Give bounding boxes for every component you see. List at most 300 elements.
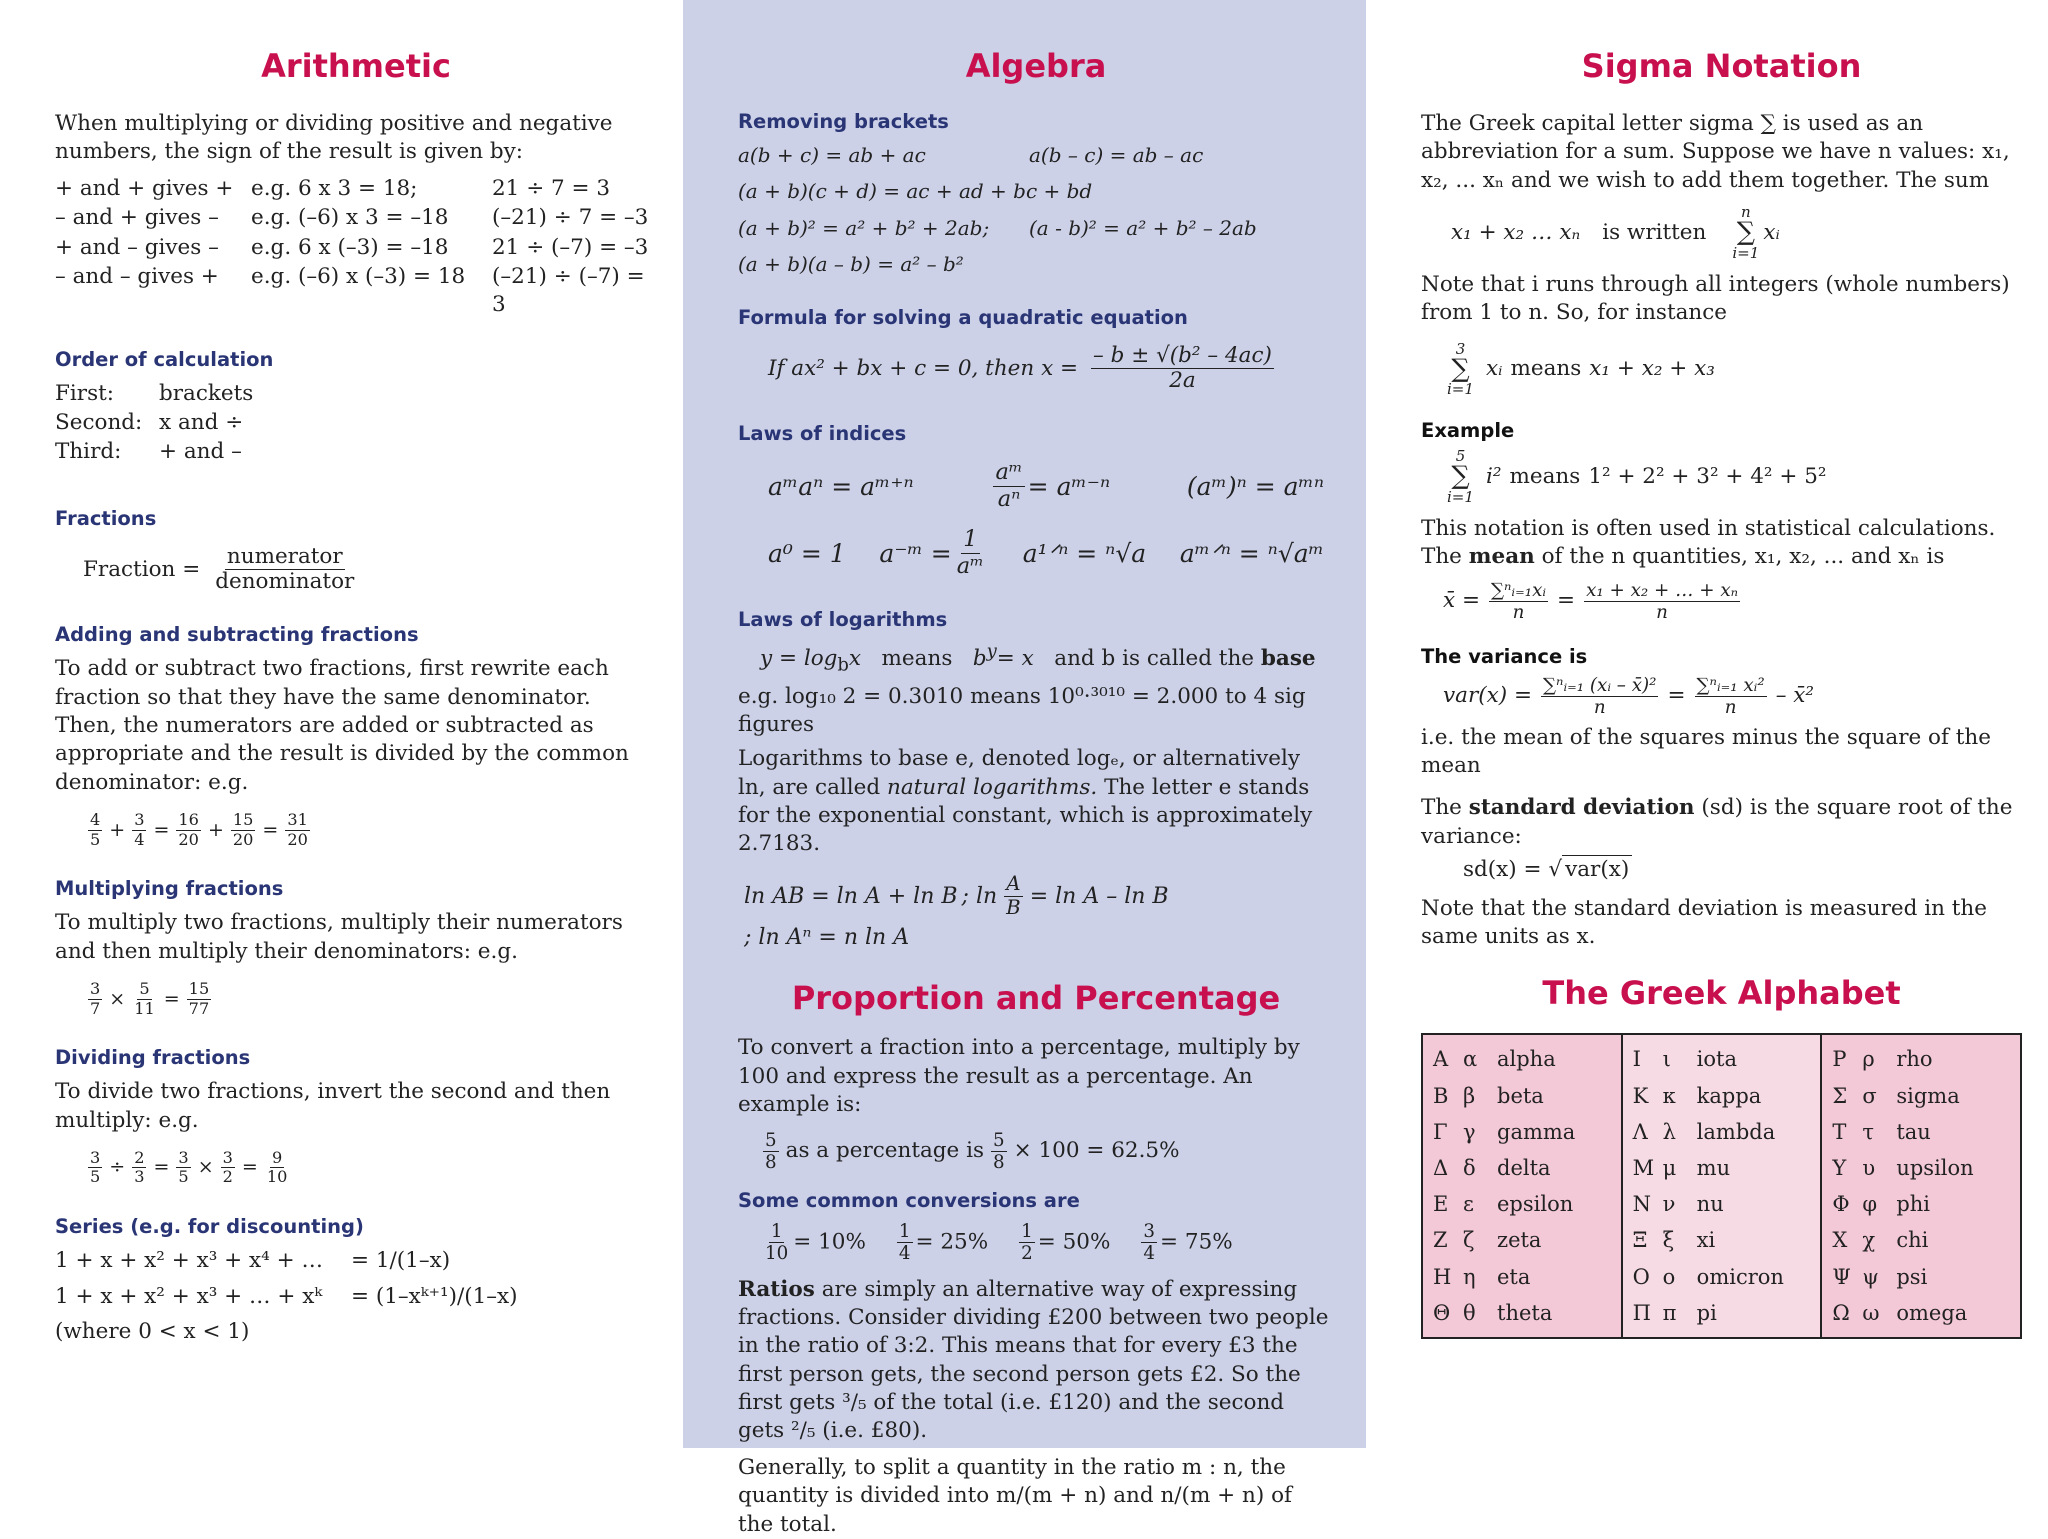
greek-name: alpha (1497, 1047, 1556, 1072)
log-exp: y (986, 640, 997, 662)
greek-lower: γ (1463, 1119, 1476, 1144)
mean-text (1421, 515, 2022, 572)
frac-num: 3 (178, 1147, 189, 1167)
variance-tail: – x̄² (1775, 683, 1815, 708)
ratios-text (738, 1276, 1334, 1446)
sd-text-part: The (1421, 795, 1462, 821)
operator: ÷ (109, 1156, 126, 1179)
index-law: a¹ᐟⁿ = ⁿ√a (1022, 538, 1147, 568)
bracket-rule: (a + b)(c + d) = ac + ad + bc + bd (738, 179, 1093, 204)
log-natural (738, 745, 1334, 859)
greek-letter-row (1433, 1259, 1611, 1295)
greek-letter-row (1633, 1041, 1811, 1077)
sd-rhs: var(x) (1562, 855, 1632, 884)
div-example (85, 1149, 657, 1187)
operator: = (153, 1156, 170, 1179)
means-word: means (1509, 463, 1581, 489)
mean-text-part: of the n quantities, x₁, x₂, ... and xₙ is (1541, 544, 1945, 570)
greek-letter-row (1433, 1186, 1611, 1222)
log-b: b (972, 645, 987, 671)
frac-num: 1 (898, 1220, 911, 1242)
frac-den: 8 (993, 1151, 1005, 1173)
order-label: Second: (55, 410, 143, 435)
greek-name: zeta (1497, 1228, 1542, 1253)
order-label: Third: (55, 439, 122, 465)
greek-letter-row (1633, 1150, 1811, 1186)
index-law (990, 460, 1110, 513)
frac-num: 2 (134, 1147, 145, 1167)
log-x: x (848, 645, 862, 671)
greek-name: psi (1896, 1264, 1928, 1289)
sum-term: xᵢ (1763, 219, 1780, 245)
frac-den: 8 (765, 1151, 777, 1173)
series-expression: 1 + x + x² + x³ + … + xᵏ (55, 1284, 323, 1310)
frac-num: ∑ⁿᵢ₌₁xᵢ (1490, 579, 1547, 601)
log-natural-text: Logarithms to base e, denoted logₑ, or alternatively ln, are called (738, 746, 1300, 800)
sd-note: Note that the standard deviation is measured in the same units as x. (1421, 895, 1987, 949)
log-base-word: base (1260, 645, 1316, 671)
greek-name: kappa (1696, 1083, 1762, 1108)
conversion-value: = 25% (915, 1229, 989, 1255)
greek-lower: κ (1662, 1083, 1676, 1108)
greek-title: The Greek Alphabet (1542, 974, 1901, 1013)
means-word: means (1510, 356, 1582, 382)
greek-letter-row (1832, 1078, 2010, 1114)
greek-name: epsilon (1497, 1192, 1574, 1217)
frac-num: 4 (90, 810, 101, 830)
greek-letter-row (1633, 1186, 1811, 1222)
greek-upper: Τ (1832, 1119, 1847, 1144)
sign-rule: + and – gives – (55, 234, 219, 260)
greek-upper: Β (1433, 1083, 1449, 1108)
operator: × (197, 1156, 214, 1179)
quadratic-formula (768, 344, 1334, 394)
greek-upper: Ξ (1632, 1228, 1648, 1253)
frac-den: aⁿ (997, 485, 1021, 512)
frac-num: 31 (287, 810, 308, 830)
example-result: × 100 = 62.5% (1013, 1137, 1180, 1163)
sum-bottom: i=1 (1447, 487, 1474, 506)
indices-row-2 (768, 527, 1324, 580)
greek-name: sigma (1896, 1083, 1960, 1108)
greek-upper: Π (1632, 1300, 1651, 1325)
sd-text-part: (sd) is the square root of the variance: (1421, 795, 2013, 849)
order-value: + and – (159, 439, 242, 465)
proportion-title: Proportion and Percentage (791, 979, 1281, 1018)
bracket-rule: (a + b)² = a² + b² + 2ab; (738, 215, 990, 240)
greek-upper: Χ (1832, 1228, 1848, 1253)
mean-formula: x̄ = $\frac{\text{∑ⁿᵢ₌₁xᵢ}}{n}$ = $\frac{\text{x₁ + x₂ + … + xₙ}}{n}$ (1443, 579, 1739, 623)
mean-text-part: This notation is often used in statistical calculations. The (1421, 515, 1996, 570)
index-law: (aᵐ)ⁿ = aᵐⁿ (1186, 471, 1324, 501)
conversion-value: = 50% (1037, 1229, 1111, 1255)
frac-num: 5 (765, 1129, 777, 1151)
frac-num: 3 (134, 810, 145, 830)
frac-den: 5 (90, 829, 101, 849)
index-law-lhs: a⁻ᵐ = (879, 538, 952, 568)
conversion (894, 1221, 988, 1264)
sum-top: n (1740, 203, 1751, 222)
sigma-note: Note that i runs through all integers (whole numbers) from 1 to n. So, for instance (1421, 271, 2010, 326)
greek-letter-row (1633, 1259, 1811, 1295)
order-value: brackets (159, 380, 254, 406)
fraction-formula (213, 545, 356, 595)
greek-lower: λ (1662, 1119, 1676, 1144)
fractions-title: Fractions (55, 506, 157, 530)
operator: × (109, 987, 126, 1010)
greek-upper: Ι (1632, 1047, 1641, 1072)
quad-title: Formula for solving a quadratic equation (738, 305, 1188, 329)
bracket-rule: (a + b)(a – b) = a² – b² (738, 252, 964, 277)
frac-num: 3 (222, 1147, 233, 1167)
frac-num: 3 (90, 1147, 101, 1167)
greek-letter-row (1832, 1186, 2010, 1222)
greek-letter-row (1832, 1222, 2010, 1258)
percentage-example (760, 1130, 1334, 1173)
greek-lower: δ (1463, 1155, 1476, 1180)
greek-lower: υ (1862, 1155, 1876, 1180)
greek-upper: Ο (1632, 1264, 1650, 1289)
bracket-rule: (a - b)² = a² + b² – 2ab (1029, 215, 1257, 240)
series-sum: = (1–xᵏ⁺¹)/(1–x) (351, 1284, 518, 1310)
frac-den: 5 (90, 1167, 101, 1187)
greek-name: chi (1896, 1228, 1929, 1253)
greek-lower: π (1662, 1300, 1677, 1325)
denominator-word: denominator (215, 569, 355, 595)
mult-example (85, 980, 657, 1018)
frac-num: 3 (1143, 1220, 1156, 1242)
frac-num: 5 (993, 1129, 1005, 1151)
frac-den: 4 (134, 829, 145, 849)
series-sum: = 1/(1–x) (351, 1248, 451, 1274)
ratios-body: are simply an alternative way of expressing fractions. Consider dividing £200 between two people in the ratio of 3:2. This means that for every £3 the first person gets, the second person gets £2. So the first gets ³/₅ of the total (i.e. £120) and the second gets ²/₅ (i.e. £80). (738, 1276, 1329, 1444)
greek-lower: β (1463, 1083, 1476, 1108)
quad-numerator: – b ± √(b² – 4ac) (1093, 342, 1272, 368)
indices-title: Laws of indices (738, 422, 907, 445)
greek-name: eta (1497, 1264, 1531, 1289)
sign-rule: – and – gives + (55, 263, 219, 289)
log-means: means (881, 645, 953, 671)
greek-lower: φ (1862, 1192, 1878, 1217)
sum-term: xᵢ (1486, 356, 1503, 382)
log-natural-italic: natural logarithms. (887, 774, 1098, 800)
greek-upper: Δ (1433, 1155, 1449, 1180)
index-law: a⁰ = 1 (768, 538, 846, 568)
order-value: x and ÷ (159, 410, 244, 435)
greek-letter-row (1633, 1222, 1811, 1258)
sum-bottom: i=1 (1447, 380, 1474, 399)
variance-formula: var(x) = $\frac{\text{∑ⁿᵢ₌₁ (xᵢ – x̄)²}}{n}$ = $\frac{\text{∑ⁿᵢ₌₁ xᵢ²}}{n}$ – x̄² (1443, 674, 1815, 718)
greek-upper: Θ (1433, 1300, 1451, 1325)
variance-lhs: var(x) = (1443, 683, 1532, 708)
log-laws (744, 873, 1334, 953)
log-natural-text: The letter e stands for the exponential constant, which is approximately 2.7183. (738, 774, 1313, 857)
series-expression: 1 + x + x² + x³ + x⁴ + … (55, 1248, 323, 1274)
greek-column (1820, 1035, 2020, 1337)
operator: = (241, 1156, 258, 1179)
greek-lower: ψ (1862, 1264, 1879, 1289)
ratio-general: Generally, to split a quantity in the ratio m : n, the quantity is divided into m/(m + n) and n/(m + n) of the total. (738, 1454, 1292, 1537)
frac-den: aᵐ (956, 552, 984, 579)
sign-example: e.g. (–6) x 3 = –18 (251, 205, 449, 231)
frac-den: 7 (90, 998, 101, 1018)
bracket-rule: a(b + c) = ab + ac (738, 143, 926, 167)
greek-upper: Ψ (1832, 1264, 1851, 1289)
frac-num: 15 (188, 978, 210, 998)
sum-left: x₁ + x₂ … xₙ (1451, 219, 1581, 245)
frac-num: ∑ⁿᵢ₌₁ xᵢ² (1696, 674, 1765, 696)
greek-letter-row (1633, 1295, 1811, 1331)
greek-column (1423, 1035, 1621, 1337)
greek-name: omega (1896, 1300, 1968, 1325)
frac-num: 16 (178, 810, 199, 830)
sign-example: 21 ÷ 7 = 3 (492, 175, 611, 201)
frac-num: 15 (232, 810, 254, 830)
algebra-column (683, 0, 1366, 1537)
greek-lower: μ (1662, 1155, 1677, 1180)
greek-alphabet-table (1421, 1033, 2022, 1339)
index-law-rhs: = aᵐ⁻ⁿ (1027, 471, 1111, 501)
greek-name: theta (1497, 1300, 1553, 1325)
log-example: e.g. log₁₀ 2 = 0.3010 means 10⁰·³⁰¹⁰ = 2.000 to 4 sig figures (738, 683, 1306, 737)
log-eq: = x (996, 645, 1034, 671)
frac-den: 20 (232, 829, 254, 849)
arithmetic-intro: When multiplying or dividing positive and negative numbers, the sign of the result is given by: (55, 111, 613, 165)
conversion (1016, 1221, 1110, 1264)
sum-bottom: i=1 (1732, 243, 1760, 262)
frac-num: 1 (770, 1220, 783, 1242)
bracket-rule: a(b – c) = ab – ac (1029, 143, 1204, 167)
greek-name: beta (1497, 1083, 1544, 1108)
greek-lower: ρ (1862, 1047, 1875, 1072)
greek-lower: ε (1463, 1192, 1474, 1217)
greek-name: lambda (1696, 1119, 1776, 1144)
greek-letter-row (1832, 1041, 2010, 1077)
frac-den: 2 (1021, 1242, 1033, 1264)
sigma-example-2: 5 ∑ i=1 i² means 1² + 2² + 3² + 4² + 5² (1447, 447, 1827, 506)
operator: = (262, 818, 279, 841)
order-table (55, 380, 657, 467)
index-law: aᵐᐟⁿ = ⁿ√aᵐ (1179, 538, 1324, 568)
greek-upper: Ε (1433, 1192, 1449, 1217)
greek-letter-row (1633, 1114, 1811, 1150)
conversion-value: = 10% (793, 1229, 866, 1255)
greek-name: xi (1696, 1228, 1716, 1253)
greek-upper: Α (1433, 1047, 1449, 1072)
div-text: To divide two fractions, invert the second and then multiply: e.g. (55, 1079, 611, 1133)
frac-den: 3 (134, 1167, 145, 1187)
greek-lower: ο (1662, 1264, 1676, 1289)
series-note: (where 0 < x < 1) (55, 1318, 250, 1344)
log-law: = ln A – ln B (1029, 883, 1169, 909)
adding-text: To add or subtract two fractions, first rewrite each fraction so that they have the same denominator. Then, the numerators are added or subtracted as appropriate and the result is divided by the common denominator: e.g. (55, 656, 629, 795)
greek-name: rho (1896, 1047, 1933, 1072)
sd-formula (1463, 855, 2022, 884)
greek-lower: ω (1862, 1300, 1880, 1325)
greek-letter-row (1433, 1295, 1611, 1331)
proportion-intro: To convert a fraction into a percentage, multiply by 100 and express the result as a percentage. An example is: (738, 1035, 1300, 1118)
sign-rule: + and + gives + (55, 175, 234, 201)
brackets-table (738, 142, 1334, 278)
sigma-intro: The Greek capital letter sigma ∑ is used as an abbreviation for a sum. Suppose we have n values: x₁, x₂, ... xₙ and we wish to add them together. The sum (1421, 111, 2010, 193)
mult-text: To multiply two fractions, multiply their numerators and then multiply their denominators: e.g. (55, 910, 623, 964)
sum-result: x₁ + x₂ + x₃ (1589, 356, 1715, 382)
sum-top: 3 (1455, 339, 1466, 358)
indices-row-1 (768, 460, 1324, 513)
greek-upper: Κ (1632, 1083, 1649, 1108)
sd-text (1421, 794, 2022, 851)
index-law: aᵐaⁿ = aᵐ⁺ⁿ (768, 471, 914, 501)
operator: + (207, 818, 224, 841)
greek-lower: ι (1662, 1047, 1671, 1072)
frac-den: 10 (765, 1242, 789, 1264)
numerator-word: numerator (226, 543, 343, 569)
greek-name: gamma (1497, 1119, 1576, 1144)
frac-den: 2 (222, 1167, 233, 1187)
greek-letter-row (1832, 1114, 2010, 1150)
mean-bold: mean (1468, 544, 1535, 570)
series-table (55, 1247, 657, 1312)
log-y: y = log (760, 645, 838, 671)
sd-lhs: sd(x) = √ (1463, 856, 1563, 882)
sum-result: 1² + 2² + 3² + 4² + 5² (1588, 463, 1827, 489)
greek-letter-row (1433, 1150, 1611, 1186)
log-law: ln AB = ln A + ln B (744, 883, 958, 909)
greek-lower: θ (1463, 1300, 1476, 1325)
frac-den: B (1006, 895, 1021, 919)
example-text: as a percentage is (785, 1137, 985, 1163)
arithmetic-title: Arithmetic (261, 47, 451, 85)
sign-example: e.g. 6 x (–3) = –18 (251, 234, 449, 260)
greek-letter-row (1832, 1259, 2010, 1295)
greek-lower: σ (1862, 1083, 1877, 1108)
greek-letter-row (1832, 1295, 2010, 1331)
greek-upper: Ζ (1433, 1228, 1448, 1253)
frac-den: 20 (287, 829, 308, 849)
mult-title: Multiplying fractions (55, 877, 284, 901)
variance-note: i.e. the mean of the squares minus the square of the mean (1421, 724, 1991, 779)
greek-upper: Ν (1632, 1192, 1652, 1217)
conversion-value: = 75% (1160, 1229, 1233, 1255)
mean-lhs: x̄ = (1443, 587, 1480, 613)
div-title: Dividing fractions (55, 1046, 251, 1070)
fraction-definition (83, 545, 657, 595)
ratios-bold: Ratios (738, 1276, 815, 1302)
quad-denominator: 2a (1169, 368, 1196, 394)
greek-lower: α (1463, 1047, 1478, 1072)
frac-den: n (1656, 601, 1668, 623)
frac-num: 1 (1021, 1220, 1033, 1242)
order-label: First: (55, 380, 114, 406)
sigma-title: Sigma Notation (1581, 47, 1862, 85)
log-law: ; ln Aⁿ = n ln A (744, 925, 910, 951)
fraction-label: Fraction = (83, 556, 201, 582)
conversion (1138, 1221, 1232, 1264)
sd-bold: standard deviation (1468, 795, 1695, 821)
frac-den: 4 (1143, 1242, 1156, 1264)
frac-num: aᵐ (995, 459, 1023, 485)
greek-letter-row (1433, 1114, 1611, 1150)
order-title: Order of calculation (55, 347, 274, 371)
greek-letter-row (1433, 1078, 1611, 1114)
greek-lower: η (1463, 1264, 1476, 1289)
frac-den: 10 (266, 1167, 288, 1187)
greek-lower: ξ (1662, 1228, 1675, 1253)
log-title: Laws of logarithms (738, 607, 948, 631)
algebra-title: Algebra (965, 47, 1107, 85)
frac-den: 77 (188, 998, 210, 1018)
sign-example: 21 ÷ (–7) = –3 (492, 234, 649, 260)
sum-notation: x₁ + x₂ … xₙ is written n ∑ i=1 xᵢ (1451, 203, 1780, 262)
frac-num: 5 (139, 978, 150, 998)
log-base: b (837, 653, 849, 675)
variance-title: The variance is (1421, 644, 1588, 668)
greek-letter-row (1433, 1222, 1611, 1258)
frac-num: A (1006, 871, 1021, 895)
sign-rules-table (55, 175, 657, 320)
greek-column (1621, 1035, 1821, 1337)
log-definition (760, 640, 1334, 677)
sum-top: 5 (1455, 447, 1466, 466)
frac-den: n (1593, 696, 1606, 718)
greek-name: upsilon (1896, 1155, 1974, 1180)
frac-den: n (1724, 696, 1737, 718)
greek-upper: Η (1433, 1264, 1452, 1289)
greek-name: iota (1696, 1047, 1737, 1072)
conv-title: Some common conversions are (738, 1188, 1080, 1212)
frac-den: 5 (178, 1167, 189, 1187)
conversion (760, 1221, 866, 1264)
conversions (760, 1221, 1334, 1264)
sum-written: is written (1602, 219, 1707, 245)
greek-upper: Σ (1832, 1083, 1848, 1108)
sign-example: e.g. 6 x 3 = 18; (251, 175, 418, 201)
greek-letter-row (1633, 1078, 1811, 1114)
frac-num: 3 (90, 978, 101, 998)
log-law: ; ln (961, 883, 998, 909)
greek-upper: Ρ (1832, 1047, 1847, 1072)
frac-num: 9 (271, 1147, 283, 1167)
sigma-column (1366, 0, 2048, 1448)
greek-upper: Φ (1832, 1192, 1850, 1217)
greek-letter-row (1832, 1150, 2010, 1186)
sum-term: i² (1486, 463, 1502, 489)
greek-lower: ζ (1463, 1228, 1475, 1253)
frac-den: 11 (134, 998, 155, 1018)
series-title: Series (e.g. for discounting) (55, 1215, 364, 1239)
greek-name: pi (1696, 1300, 1717, 1325)
sign-example: (–21) ÷ (–7) = 3 (492, 263, 645, 318)
greek-name: tau (1896, 1119, 1931, 1144)
quad-condition: If ax² + bx + c = 0, then x = (768, 355, 1079, 381)
frac-den: 20 (178, 829, 199, 849)
greek-letter-row (1433, 1041, 1611, 1077)
sigma-example-1: 3 ∑ i=1 xᵢ means x₁ + x₂ + x₃ (1447, 339, 1715, 399)
greek-name: mu (1696, 1155, 1731, 1180)
arithmetic-column (0, 0, 683, 1448)
frac-num: x₁ + x₂ + … + xₙ (1586, 579, 1739, 601)
frac-num: 1 (963, 525, 978, 552)
greek-lower: τ (1862, 1119, 1874, 1144)
greek-upper: Λ (1632, 1119, 1648, 1144)
example-title: Example (1421, 419, 1515, 443)
frac-num: ∑ⁿᵢ₌₁ (xᵢ – x̄)² (1543, 674, 1657, 696)
greek-name: delta (1497, 1155, 1551, 1180)
sign-rule: – and + gives – (55, 205, 219, 231)
brackets-title: Removing brackets (738, 110, 949, 133)
operator: + (109, 818, 126, 841)
adding-example (85, 811, 657, 849)
